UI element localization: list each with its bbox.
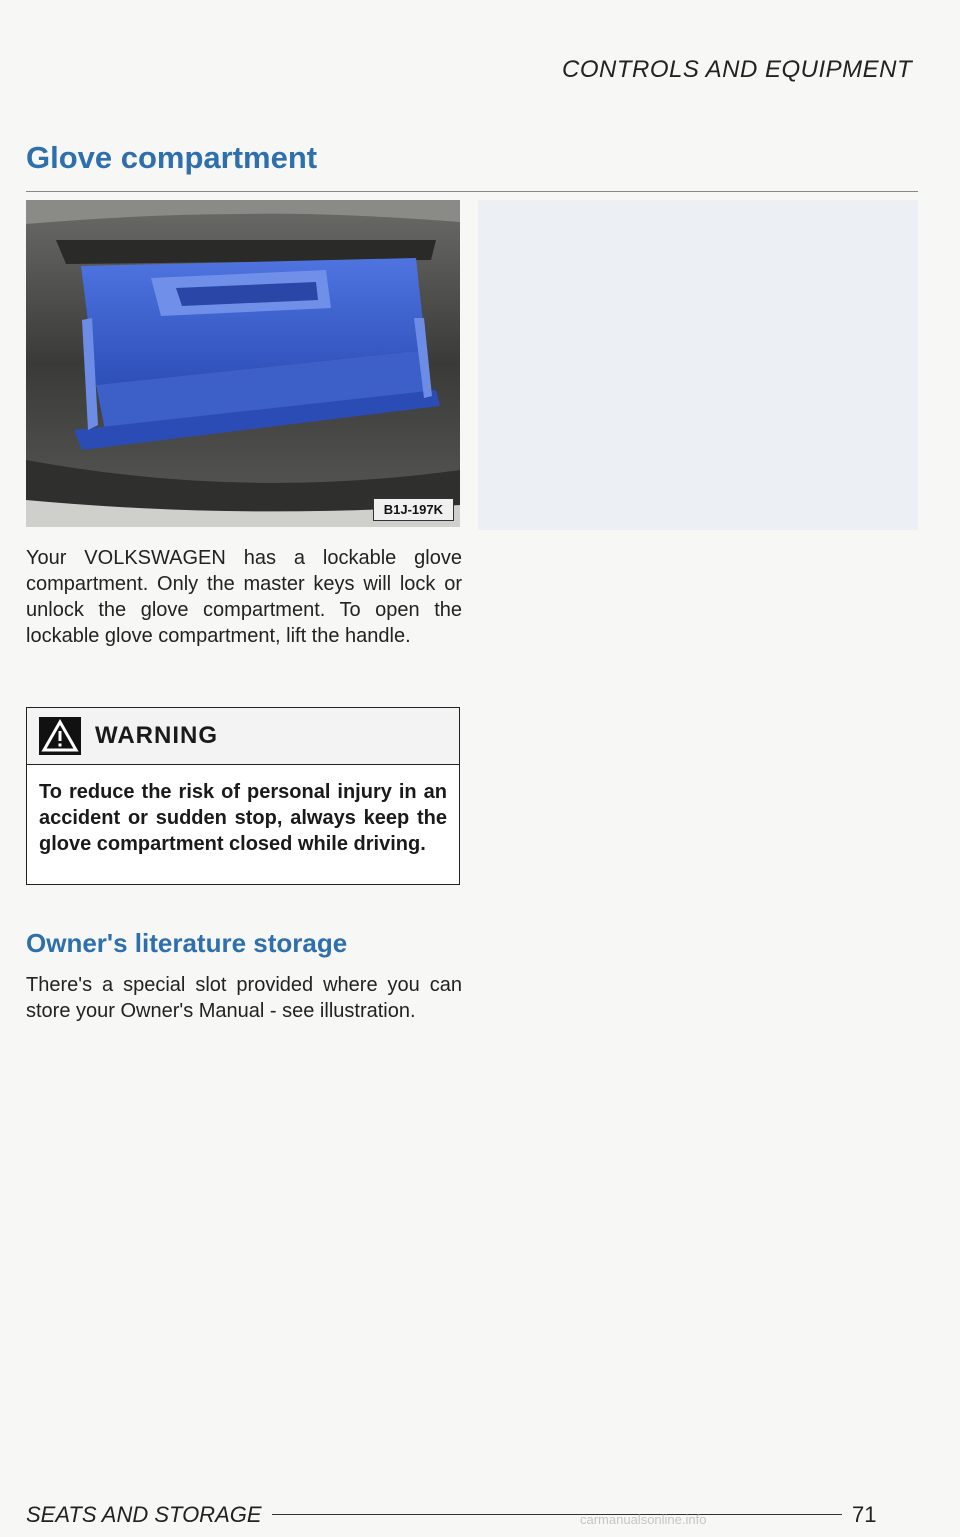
glove-compartment-illustration xyxy=(26,200,460,527)
literature-storage-title: Owner's literature storage xyxy=(26,928,348,958)
warning-header xyxy=(27,708,459,765)
warning-text: To reduce the risk of personal injury in an accident or sudden stop, always keep the glove compartment closed while driving. xyxy=(39,781,447,855)
warning-label: WARNING xyxy=(95,722,218,749)
literature-paragraph: There's a special slot provided where you can store your Owner's Manual - see illustration. xyxy=(26,974,462,1022)
glove-compartment-photo xyxy=(26,200,460,527)
watermark: carmanualsonline.info xyxy=(580,1512,707,1527)
faded-illustration-panel xyxy=(478,200,918,530)
warning-triangle-icon xyxy=(39,717,81,755)
illustration-code: B1J-197K xyxy=(373,498,454,521)
footer-rule xyxy=(272,1514,842,1515)
glove-paragraph: Your VOLKSWAGEN has a lockable glove compartment. Only the master keys will lock or unlock the glove compartment. To open the lockable glove compartment, lift the handle. xyxy=(26,547,462,647)
footer-section-label: SEATS AND STORAGE xyxy=(26,1502,262,1527)
header-section-label: CONTROLS AND EQUIPMENT xyxy=(562,56,913,83)
warning-box xyxy=(26,707,460,885)
title-divider xyxy=(26,191,918,192)
glove-compartment-title: Glove compartment xyxy=(26,140,318,175)
page-number: 71 xyxy=(852,1502,877,1527)
